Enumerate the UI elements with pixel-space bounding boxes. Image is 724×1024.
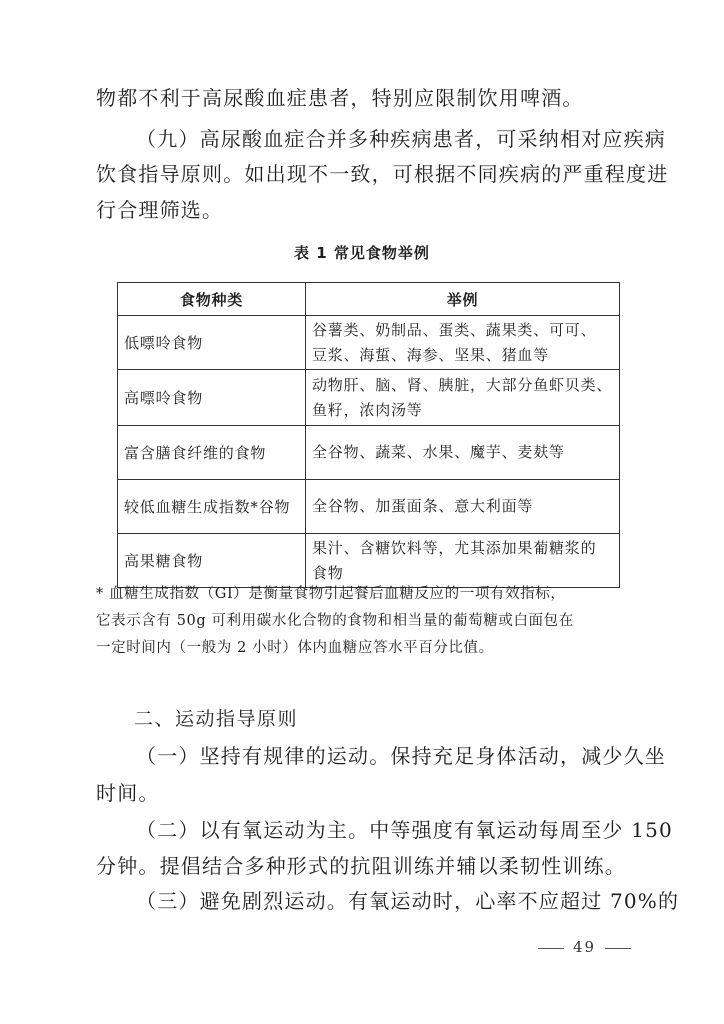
table-cell-category: 富含膳食纤维的食物 <box>118 426 306 480</box>
page-number-value: 49 <box>573 938 597 956</box>
table-row <box>118 370 620 426</box>
examples-line: 动物肝、脑、肾、胰脏，大部分鱼虾贝类、 <box>312 375 613 394</box>
table-row <box>118 534 620 588</box>
table-row <box>118 480 620 534</box>
table-header-row <box>118 283 620 316</box>
paragraph-line: 行合理筛选。 <box>96 198 224 222</box>
table-cell-category: 低嘌呤食物 <box>118 316 306 370</box>
dash-decoration <box>605 948 631 949</box>
paragraph-line: 时间。 <box>96 781 160 805</box>
table-cell-category: 较低血糖生成指数*谷物 <box>118 480 306 534</box>
table-footnote-line: * 血糖生成指数（GI）是衡量食物引起餐后血糖反应的一项有效指标， <box>96 586 566 602</box>
table-footnote-line: 一定时间内（一般为 2 小时）体内血糖应答水平百分比值。 <box>96 640 494 656</box>
paragraph-line: 物都不利于高尿酸血症患者，特别应限制饮用啤酒。 <box>96 86 584 110</box>
table-cell-examples <box>306 316 620 370</box>
dash-decoration <box>538 948 564 949</box>
examples-line: 全谷物、加蛋面条、意大利面等 <box>312 497 534 515</box>
table-cell-examples <box>306 480 620 534</box>
table-cell-examples <box>306 370 620 426</box>
column-header-category: 食物种类 <box>118 283 306 316</box>
examples-line: 谷薯类、奶制品、蛋类、蔬果类、可可、 <box>312 320 597 339</box>
table-cell-examples <box>306 426 620 480</box>
examples-line: 鱼籽，浓肉汤等 <box>312 400 423 419</box>
column-header-examples: 举例 <box>306 283 620 316</box>
paragraph-line: （三）避免剧烈运动。有氧运动时，心率不应超过 70%的 <box>136 889 680 913</box>
paragraph-line: （二）以有氧运动为主。中等强度有氧运动每周至少 150 <box>136 818 673 842</box>
examples-line: 果汁、含糖饮料等，尤其添加果葡糖浆的 <box>312 538 597 557</box>
table-cell-category: 高嘌呤食物 <box>118 370 306 426</box>
examples-line: 食物 <box>312 563 344 582</box>
paragraph-line: （九）高尿酸血症合并多种疾病患者，可采纳相对应疾病 <box>136 127 666 151</box>
paragraph-line: 分钟。提倡结合多种形式的抗阻训练并辅以柔韧性训练。 <box>96 854 626 878</box>
food-table <box>117 282 620 588</box>
page-number <box>538 938 631 956</box>
table-footnote-line: 它表示含有 50g 可利用碳水化合物的食物和相当量的葡萄糖或白面包在 <box>96 613 574 629</box>
paragraph-line: （一）坚持有规律的运动。保持充足身体活动，减少久坐 <box>136 744 666 768</box>
examples-line: 豆浆、海蜇、海参、坚果、猪血等 <box>312 345 550 364</box>
examples-line: 全谷物、蔬菜、水果、魔芋、麦麸等 <box>312 443 565 461</box>
table-caption: 表 1 常见食物举例 <box>294 244 430 262</box>
paragraph-line: 饮食指导原则。如出现不一致，可根据不同疾病的严重程度进 <box>96 162 669 186</box>
table-row <box>118 316 620 370</box>
table-cell-examples <box>306 534 620 588</box>
table-cell-category: 高果糖食物 <box>118 534 306 588</box>
section-heading: 二、运动指导原则 <box>134 708 299 730</box>
table-row <box>118 426 620 480</box>
